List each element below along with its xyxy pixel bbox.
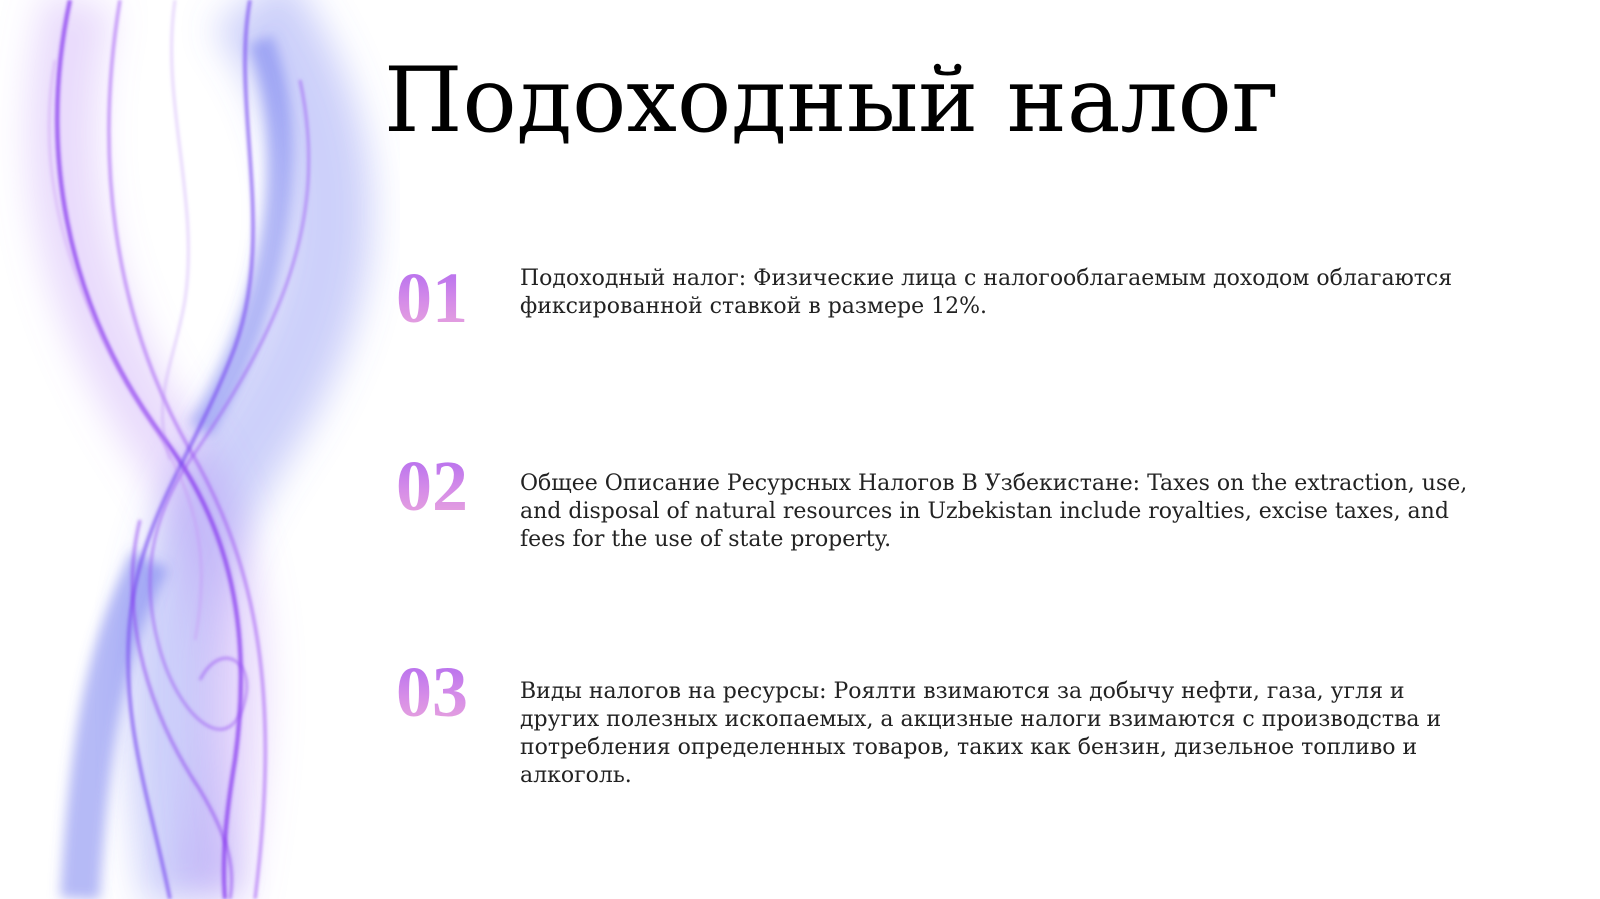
- item-text: Подоходный налог: Физические лица с налогооблагаемым доходом облагаются фиксированной ставкой в размере 12%.: [520, 266, 1453, 319]
- item-text: Виды налогов на ресурсы: Роялти взимаются за добычу нефти, газа, угля и других полезных ископаемых, а акцизные налоги взимаются с производства и потребления определенных товаров, таких как бензин, дизельное топливо и алкоголь.: [520, 679, 1442, 788]
- item-number: 03: [396, 652, 468, 732]
- purple-smoke-decoration: [0, 0, 400, 899]
- item-text: Общее Описание Ресурсных Налогов В Узбекистане: Taxes on the extraction, use, and disposal of natural resources in Uzbekistan include royalties, excise taxes, and fees for the use of state property.: [520, 471, 1468, 552]
- slide-title: Подоходный налог: [384, 48, 1279, 153]
- item-number: 02: [396, 446, 468, 526]
- item-number: 01: [396, 258, 468, 338]
